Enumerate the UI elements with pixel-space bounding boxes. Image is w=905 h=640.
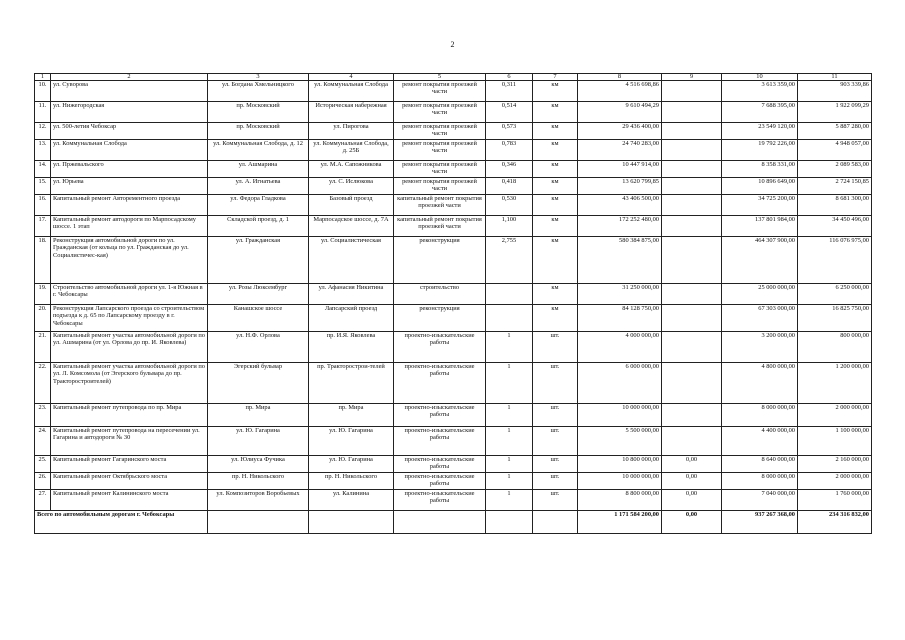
row-number: 23.	[35, 404, 51, 427]
col10-value: 4 400 000,00	[722, 427, 798, 456]
table-row	[35, 123, 872, 140]
col10-value: 8 358 331,00	[722, 161, 798, 178]
total-cost: 8 800 000,00	[578, 490, 662, 511]
total-cost: 4 000 000,00	[578, 332, 662, 363]
object-name: ул. Нижегородская	[51, 102, 208, 123]
work-type: реконструкция	[394, 237, 486, 284]
quantity: 1	[486, 363, 533, 404]
object-name: Капитальный ремонт участка автомобильной дороги по ул. Л. Комсомола (от Эгерского бульвара до пр. Тракторостроителей)	[51, 363, 208, 404]
section-end: ул. Ю. Гагарина	[309, 456, 394, 473]
table-row	[35, 473, 872, 490]
section-end: ул. Коммунальная Слобода	[309, 81, 394, 102]
quantity: 0,514	[486, 102, 533, 123]
section-start: пр. Московский	[208, 102, 309, 123]
col-header: 11	[798, 74, 872, 81]
quantity: 0,573	[486, 123, 533, 140]
unit: шт.	[533, 404, 578, 427]
object-name: ул. Коммунальная Слобода	[51, 140, 208, 161]
col9-value	[662, 195, 722, 216]
col10-value: 10 896 649,00	[722, 178, 798, 195]
table-cell	[486, 511, 533, 534]
row-number: 15.	[35, 178, 51, 195]
object-name: Капитальный ремонт участка автомобильной дороги по ул. Ашмарина (от ул. Орлова до пр. И. Яковлева)	[51, 332, 208, 363]
section-start: ул. Ашмарина	[208, 161, 309, 178]
col9-value	[662, 363, 722, 404]
total-cost: 5 500 000,00	[578, 427, 662, 456]
object-name: Капитальный ремонт Авторементного проезда	[51, 195, 208, 216]
work-type: строительство	[394, 284, 486, 305]
col-header: 4	[309, 74, 394, 81]
work-type: проектно-изыскательские работы	[394, 490, 486, 511]
table-row	[35, 490, 872, 511]
col10-value: 8 640 000,00	[722, 456, 798, 473]
work-type: ремонт покрытия проезжей части	[394, 81, 486, 102]
col10-value: 25 000 000,00	[722, 284, 798, 305]
unit: шт.	[533, 490, 578, 511]
total-cost: 31 250 000,00	[578, 284, 662, 305]
section-end: ул. Коммунальная Слобода, д. 25Б	[309, 140, 394, 161]
work-type: проектно-изыскательские работы	[394, 363, 486, 404]
section-start: ул. Ю. Гагарина	[208, 427, 309, 456]
row-number: 20.	[35, 305, 51, 332]
col11-value: 4 948 057,00	[798, 140, 872, 161]
total-cost: 13 620 799,85	[578, 178, 662, 195]
table-row	[35, 427, 872, 456]
col11-value: 5 887 280,00	[798, 123, 872, 140]
row-number: 14.	[35, 161, 51, 178]
object-name: Капитальный ремонт Калининского моста	[51, 490, 208, 511]
total-cost: 9 610 494,29	[578, 102, 662, 123]
section-end: ул. Пирогова	[309, 123, 394, 140]
col11-value: 2 160 000,00	[798, 456, 872, 473]
section-start: ул. Богдана Хмельницкого	[208, 81, 309, 102]
total-amount: 1 171 584 200,00	[578, 511, 662, 534]
work-type: капитальный ремонт покрытия проезжей части	[394, 216, 486, 237]
section-end: ул. М.А. Сапожникова	[309, 161, 394, 178]
section-end: пр. И.Я. Яковлева	[309, 332, 394, 363]
col10-value: 8 000 000,00	[722, 473, 798, 490]
section-end: ул. Афанасия Никитина	[309, 284, 394, 305]
col9-value	[662, 140, 722, 161]
row-number: 10.	[35, 81, 51, 102]
col11-value: 2 000 000,00	[798, 404, 872, 427]
col10-value: 8 000 000,00	[722, 404, 798, 427]
section-end: пр. Тракторострои-телей	[309, 363, 394, 404]
unit: шт.	[533, 473, 578, 490]
total-col11: 234 316 832,00	[798, 511, 872, 534]
section-end: Лапсарский проезд	[309, 305, 394, 332]
row-number: 27.	[35, 490, 51, 511]
col11-value: 1 100 000,00	[798, 427, 872, 456]
header-row	[35, 74, 872, 81]
col9-value: 0,00	[662, 473, 722, 490]
col11-value: 1 760 000,00	[798, 490, 872, 511]
col-header: 9	[662, 74, 722, 81]
quantity: 0,530	[486, 195, 533, 216]
table-cell	[309, 511, 394, 534]
unit: шт.	[533, 456, 578, 473]
col11-value: 2 089 583,00	[798, 161, 872, 178]
row-number: 24.	[35, 427, 51, 456]
page-number: 2	[450, 40, 455, 49]
total-cost: 29 436 400,00	[578, 123, 662, 140]
section-start: ул. Композиторов Воробьевых	[208, 490, 309, 511]
col10-value: 67 303 000,00	[722, 305, 798, 332]
section-start: Складской проезд, д. 1	[208, 216, 309, 237]
work-type: реконструкция	[394, 305, 486, 332]
total-cost: 6 000 000,00	[578, 363, 662, 404]
col9-value: 0,00	[662, 490, 722, 511]
col11-value: 1 200 000,00	[798, 363, 872, 404]
col-header: 6	[486, 74, 533, 81]
col10-value: 3 200 000,00	[722, 332, 798, 363]
col9-value	[662, 102, 722, 123]
col10-value: 7 688 395,00	[722, 102, 798, 123]
col10-value: 7 040 000,00	[722, 490, 798, 511]
object-name: Капитальный ремонт Гагаринского моста	[51, 456, 208, 473]
total-cost: 10 447 914,00	[578, 161, 662, 178]
section-end: пр. Мира	[309, 404, 394, 427]
unit: км	[533, 140, 578, 161]
object-name: Реконструкция автомобильной дороги по ул. Гражданская (от кольца по ул. Гражданская до ул. Социалистичес-кая)	[51, 237, 208, 284]
quantity: 1	[486, 332, 533, 363]
section-start: ул. А. Игнатьева	[208, 178, 309, 195]
col11-value: 2 724 150,85	[798, 178, 872, 195]
col11-value: 34 450 496,00	[798, 216, 872, 237]
total-cost: 10 000 000,00	[578, 473, 662, 490]
unit: км	[533, 216, 578, 237]
section-end: Марпосадское шоссе, д. 7А	[309, 216, 394, 237]
object-name: Строительство автомобильной дороги ул. 1-я Южная в г. Чебоксары	[51, 284, 208, 305]
col9-value	[662, 81, 722, 102]
work-type: ремонт покрытия проезжей части	[394, 178, 486, 195]
col10-value: 4 800 000,00	[722, 363, 798, 404]
object-name: Реконструкция Лапсарского проезда со строительством подъезда к д. 65 по Лапсарскому проезду в г. Чебоксары	[51, 305, 208, 332]
row-number: 13.	[35, 140, 51, 161]
table-cell	[208, 511, 309, 534]
total-cost: 10 800 000,00	[578, 456, 662, 473]
col9-value	[662, 404, 722, 427]
unit: км	[533, 123, 578, 140]
section-start: Эгерский бульвар	[208, 363, 309, 404]
section-start: ул. Юлиуса Фучика	[208, 456, 309, 473]
object-name: ул. 500-летия Чебоксар	[51, 123, 208, 140]
total-cost: 4 516 698,86	[578, 81, 662, 102]
row-number: 21.	[35, 332, 51, 363]
col-header: 2	[51, 74, 208, 81]
section-end: ул. С. Ислюкова	[309, 178, 394, 195]
unit: км	[533, 237, 578, 284]
section-start: ул. Коммунальная Слобода, д. 12	[208, 140, 309, 161]
col10-value: 23 549 120,00	[722, 123, 798, 140]
col9-value	[662, 178, 722, 195]
col9-value: 0,00	[662, 456, 722, 473]
col11-value: 2 000 000,00	[798, 473, 872, 490]
unit: км	[533, 284, 578, 305]
row-number: 18.	[35, 237, 51, 284]
col-header: 1	[35, 74, 51, 81]
quantity: 0,418	[486, 178, 533, 195]
col10-value: 137 801 984,00	[722, 216, 798, 237]
col-header: 8	[578, 74, 662, 81]
section-start: ул. Гражданская	[208, 237, 309, 284]
col10-value: 34 725 200,00	[722, 195, 798, 216]
row-number: 17.	[35, 216, 51, 237]
table-row	[35, 305, 872, 332]
table-row	[35, 140, 872, 161]
quantity: 2,755	[486, 237, 533, 284]
table-row	[35, 456, 872, 473]
row-number: 22.	[35, 363, 51, 404]
work-type: проектно-изыскательские работы	[394, 473, 486, 490]
col-header: 3	[208, 74, 309, 81]
unit: км	[533, 102, 578, 123]
col11-value: 16 825 750,00	[798, 305, 872, 332]
table-row	[35, 284, 872, 305]
object-name: Капитальный ремонт автодороги по Марпосадскому шоссе. 1 этап	[51, 216, 208, 237]
table-row	[35, 237, 872, 284]
table-row	[35, 404, 872, 427]
section-start: Канашское шоссе	[208, 305, 309, 332]
quantity: 1,100	[486, 216, 533, 237]
section-start: ул. Федора Гладкова	[208, 195, 309, 216]
row-number: 16.	[35, 195, 51, 216]
quantity: 1	[486, 456, 533, 473]
object-name: Капитальный ремонт путепровода на пересечении ул. Гагарина и автодороги № 30	[51, 427, 208, 456]
work-type: ремонт покрытия проезжей части	[394, 140, 486, 161]
row-number: 26.	[35, 473, 51, 490]
col11-value: 6 250 000,00	[798, 284, 872, 305]
unit: км	[533, 178, 578, 195]
col9-value	[662, 161, 722, 178]
section-start: ул. Н.Ф. Орлова	[208, 332, 309, 363]
row-number: 25.	[35, 456, 51, 473]
total-col10: 937 267 368,00	[722, 511, 798, 534]
col9-value	[662, 332, 722, 363]
section-start: ул. Розы Люксембург	[208, 284, 309, 305]
col11-value: 8 681 300,00	[798, 195, 872, 216]
object-name: ул. Суворова	[51, 81, 208, 102]
table-row	[35, 195, 872, 216]
col9-value	[662, 305, 722, 332]
work-type: ремонт покрытия проезжей части	[394, 102, 486, 123]
col10-value: 19 792 226,00	[722, 140, 798, 161]
total-cost: 43 406 500,00	[578, 195, 662, 216]
col9-value	[662, 427, 722, 456]
col-header: 10	[722, 74, 798, 81]
col11-value: 1 922 099,29	[798, 102, 872, 123]
quantity: 0,346	[486, 161, 533, 178]
total-row	[35, 511, 872, 534]
col-header: 5	[394, 74, 486, 81]
section-end: Базовый проезд	[309, 195, 394, 216]
row-number: 19.	[35, 284, 51, 305]
col11-value: 903 339,86	[798, 81, 872, 102]
roads-table-wrapper	[34, 73, 871, 534]
col11-value: 800 000,00	[798, 332, 872, 363]
object-name: Капитальный ремонт путепровода по пр. Мира	[51, 404, 208, 427]
section-end: ул. Ю. Гагарина	[309, 427, 394, 456]
total-cost: 24 740 283,00	[578, 140, 662, 161]
section-start: пр. Н. Никольского	[208, 473, 309, 490]
table-row	[35, 81, 872, 102]
quantity	[486, 305, 533, 332]
table-row	[35, 363, 872, 404]
unit: шт.	[533, 363, 578, 404]
col11-value: 116 076 975,00	[798, 237, 872, 284]
roads-table	[34, 73, 872, 534]
quantity	[486, 284, 533, 305]
work-type: проектно-изыскательские работы	[394, 427, 486, 456]
total-cost: 172 252 480,00	[578, 216, 662, 237]
total-col9: 0,00	[662, 511, 722, 534]
work-type: проектно-изыскательские работы	[394, 332, 486, 363]
work-type: проектно-изыскательские работы	[394, 404, 486, 427]
object-name: ул. Пржевальского	[51, 161, 208, 178]
quantity: 0,311	[486, 81, 533, 102]
table-row	[35, 216, 872, 237]
quantity: 1	[486, 404, 533, 427]
section-start: пр. Московский	[208, 123, 309, 140]
table-body	[35, 81, 872, 511]
col9-value	[662, 123, 722, 140]
work-type: ремонт покрытия проезжей части	[394, 123, 486, 140]
quantity: 0,783	[486, 140, 533, 161]
total-label: Всего по автомобильным дорогам г. Чебоксары	[35, 511, 208, 534]
work-type: капитальный ремонт покрытия проезжей части	[394, 195, 486, 216]
quantity: 1	[486, 490, 533, 511]
unit: шт.	[533, 332, 578, 363]
work-type: ремонт покрытия проезжей части	[394, 161, 486, 178]
table-row	[35, 332, 872, 363]
col9-value	[662, 216, 722, 237]
col10-value: 3 613 359,00	[722, 81, 798, 102]
table-cell	[394, 511, 486, 534]
unit: км	[533, 81, 578, 102]
work-type: проектно-изыскательские работы	[394, 456, 486, 473]
section-end: ул. Калинина	[309, 490, 394, 511]
table-row	[35, 161, 872, 178]
col9-value	[662, 284, 722, 305]
table-row	[35, 178, 872, 195]
table-row	[35, 102, 872, 123]
total-cost: 580 384 875,00	[578, 237, 662, 284]
col-header: 7	[533, 74, 578, 81]
section-end: ул. Социалистическая	[309, 237, 394, 284]
unit: шт.	[533, 427, 578, 456]
col10-value: 464 307 900,00	[722, 237, 798, 284]
table-cell	[533, 511, 578, 534]
row-number: 12.	[35, 123, 51, 140]
total-cost: 10 000 000,00	[578, 404, 662, 427]
unit: км	[533, 305, 578, 332]
section-end: пр. Н. Никольского	[309, 473, 394, 490]
section-end: Историческая набережная	[309, 102, 394, 123]
quantity: 1	[486, 473, 533, 490]
section-start: пр. Мира	[208, 404, 309, 427]
unit: км	[533, 195, 578, 216]
col9-value	[662, 237, 722, 284]
total-cost: 84 128 750,00	[578, 305, 662, 332]
object-name: Капитальный ремонт Октябрьского моста	[51, 473, 208, 490]
row-number: 11.	[35, 102, 51, 123]
quantity: 1	[486, 427, 533, 456]
object-name: ул. Юрьева	[51, 178, 208, 195]
unit: км	[533, 161, 578, 178]
